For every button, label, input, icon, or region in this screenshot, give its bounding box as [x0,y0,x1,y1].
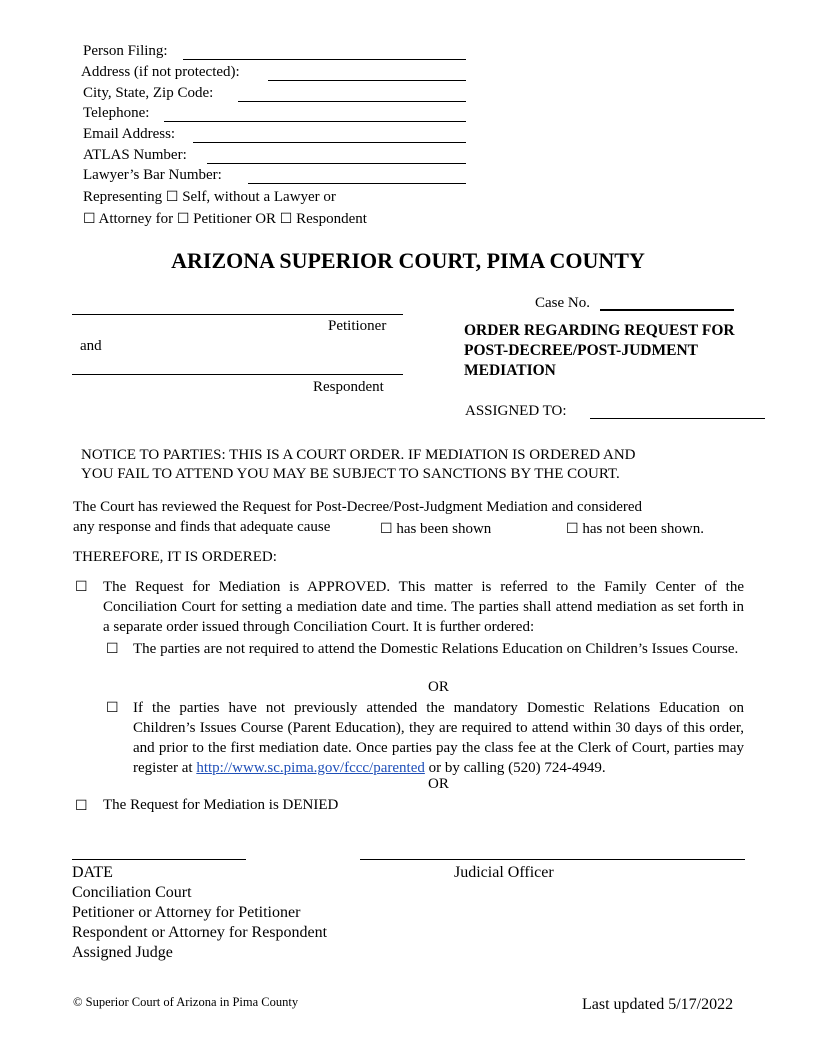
or-separator-1: OR [428,679,449,695]
not-required-text: The parties are not required to attend the Domestic Relations Education on Children’s Issues Course. [133,641,739,657]
attorney-checkbox[interactable]: ☐ [83,211,96,227]
bar-number-field[interactable] [248,183,466,184]
telephone-label: Telephone: [83,105,150,121]
education-checkbox[interactable]: ☐ [106,700,119,716]
or-separator-2: OR [428,776,449,792]
respondent-name-field[interactable] [72,374,403,375]
review-line-2: any response and finds that adequate cause [73,519,331,535]
notice-line-1: NOTICE TO PARTIES: THIS IS A COURT ORDER. IF MEDIATION IS ORDERED AND [81,447,636,463]
attorney-for-label: Attorney for [98,211,174,227]
petitioner-label: Petitioner OR [193,211,277,227]
education-text: If the parties have not previously attended the mandatory Domestic Relations Education on Children’s Issues Course (Parent Education), they are required to attend within 30 days of this order, and prior to the first mediation date. Once parties pay the class fee at the Clerk of Court, parties may register at [133,700,744,776]
denied-text: The Request for Mediation is DENIED [103,797,339,813]
respondent-checkbox[interactable]: ☐ [279,211,293,227]
footer-last-updated: Last updated 5/17/2022 [582,996,734,1013]
atlas-label: ATLAS Number: [83,147,187,163]
respondent-label: Respondent [296,211,367,227]
has-been-shown-label: has been shown [396,521,492,537]
order-title-line-1: ORDER REGARDING REQUEST FOR [464,322,735,339]
representing-label: Representing [83,189,163,205]
review-line-1: The Court has reviewed the Request for Post-Decree/Post-Judgment Mediation and considered [73,499,643,515]
education-end-text: or by calling (520) 724-4949. [428,760,606,776]
email-field[interactable] [193,142,466,143]
date-label: DATE [72,864,113,881]
approved-text: The Request for Mediation is APPROVED. This matter is referred to the Family Center of the Conciliation Court for setting a mediation date and time. The parties shall attend mediation as set forth in a separate order issued through Conciliation Court. It is further ordered: [103,579,744,635]
approved-checkbox[interactable]: ☐ [75,579,88,595]
distribution-item: Respondent or Attorney for Respondent [72,924,328,941]
distribution-item: Assigned Judge [72,944,173,961]
address-field[interactable] [268,80,466,81]
has-been-shown-option [380,520,491,538]
judicial-officer-label: Judicial Officer [454,864,554,881]
atlas-field[interactable] [207,163,466,164]
education-paragraph [133,698,744,778]
case-no-field[interactable] [600,309,734,311]
assigned-to-label: ASSIGNED TO: [465,403,567,419]
petitioner-caption-label: Petitioner [328,318,387,334]
therefore-ordered: THEREFORE, IT IS ORDERED: [73,549,277,565]
notice-line-2: YOU FAIL TO ATTEND YOU MAY BE SUBJECT TO SANCTIONS BY THE COURT. [81,466,620,482]
date-line[interactable] [72,859,246,860]
distribution-item: Petitioner or Attorney for Petitioner [72,904,301,921]
email-label: Email Address: [83,126,176,142]
order-title-line-2: POST-DECREE/POST-JUDMENT [464,342,698,359]
telephone-field[interactable] [164,121,466,122]
address-label: Address (if not protected): [81,64,240,80]
denied-checkbox[interactable]: ☐ [75,798,88,814]
court-title: ARIZONA SUPERIOR COURT, PIMA COUNTY [171,248,645,273]
judicial-officer-line[interactable] [360,859,745,860]
self-label: Self, without a Lawyer or [182,189,336,205]
not-required-checkbox[interactable]: ☐ [106,641,119,657]
self-checkbox[interactable]: ☐ [165,189,179,205]
assigned-to-field[interactable] [590,418,765,419]
has-not-been-shown-label: has not been shown. [582,521,704,537]
representing-row [83,188,336,206]
order-title-line-3: MEDIATION [464,362,556,379]
has-not-been-shown-option [566,520,704,538]
and-label: and [80,338,102,354]
has-not-been-shown-checkbox[interactable]: ☐ [566,521,579,537]
has-been-shown-checkbox[interactable]: ☐ [380,521,393,537]
person-filing-field[interactable] [183,59,466,60]
city-field[interactable] [238,101,466,102]
distribution-item: Conciliation Court [72,884,192,901]
footer-copyright: © Superior Court of Arizona in Pima County [73,995,299,1009]
parent-education-link[interactable]: http://www.sc.pima.gov/fccc/parented [196,760,425,776]
respondent-caption-label: Respondent [313,379,384,395]
petitioner-checkbox[interactable]: ☐ [176,211,190,227]
person-filing-label: Person Filing: [83,43,168,59]
attorney-row [83,210,367,228]
petitioner-name-field[interactable] [72,314,403,315]
bar-number-label: Lawyer’s Bar Number: [83,167,222,183]
city-label: City, State, Zip Code: [83,85,214,101]
case-no-label: Case No. [535,295,590,311]
